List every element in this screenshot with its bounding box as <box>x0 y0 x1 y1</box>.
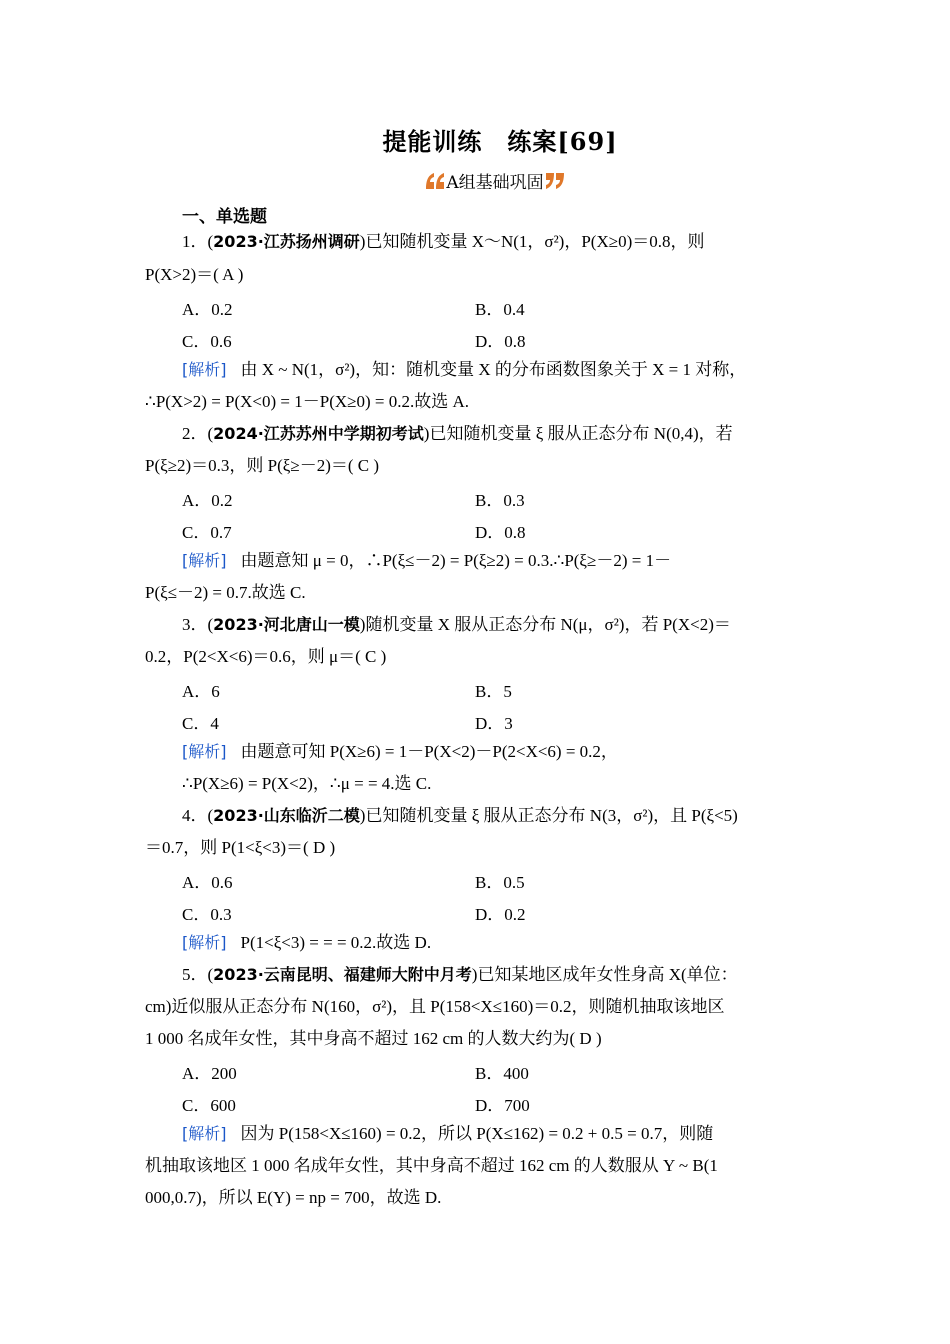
answer-2-line-1: [解析] 由题意知 μ = 0，∴P(ξ≤－2) = P(ξ≥2) = 0.3.∴P(ξ≥－2) = 1－ <box>182 551 672 570</box>
analysis-label: [解析] <box>182 551 227 570</box>
question-3-line-1: 3．(2023·河北唐山一模)随机变量 X 服从正态分布 N(μ，σ²)，若 P(X<2)＝ <box>182 615 731 634</box>
option-a: A．0.2 <box>182 300 233 319</box>
option-d: D．0.8 <box>475 523 526 542</box>
answer-3-line-1: [解析] 由题意可知 P(X≥6) = 1－P(X<2)－P(2<X<6) = 0.2， <box>182 742 618 761</box>
answer-5-line-1: [解析] 因为 P(158<X≤160) = 0.2，所以 P(X≤162) = 0.2 + 0.5 = 0.7，则随 <box>182 1124 714 1143</box>
option-c: C．0.7 <box>182 523 232 542</box>
answer-5-line-3: 000,0.7)，所以 E(Y) = np = 700，故选 D. <box>145 1188 442 1207</box>
option-d: D．0.8 <box>475 332 526 351</box>
answer-2-line-2: P(ξ≤－2) = 0.7.故选 C. <box>145 583 306 602</box>
analysis-label: [解析] <box>182 1124 227 1143</box>
answer-3-line-2: ∴P(X≥6) = P(X<2)，∴μ = = 4.选 C. <box>182 774 432 793</box>
right-quote-icon <box>544 171 566 196</box>
question-source: 2023·云南昆明、福建师大附中月考 <box>213 965 472 984</box>
option-d: D．0.2 <box>475 905 526 924</box>
answer-5-line-2: 机抽取该地区 1 000 名成年女性，其中身高不超过 162 cm 的人数服从 Y ~ B(1 <box>145 1156 718 1175</box>
question-source: 2023·江苏扬州调研 <box>213 232 360 251</box>
option-a: A．6 <box>182 682 220 701</box>
question-4-line-1: 4．(2023·山东临沂二模)已知随机变量 ξ 服从正态分布 N(3，σ²)，且 P(ξ<5) <box>182 806 738 825</box>
question-2-line-1: 2．(2024·江苏苏州中学期初考试)已知随机变量 ξ 服从正态分布 N(0,4)，若 <box>182 424 733 443</box>
answer-1-line-1: [解析] 由 X ~ N(1，σ²)，知：随机变量 X 的分布函数图象关于 X = 1 对称， <box>182 360 747 379</box>
answer-1-line-2: ∴P(X>2) = P(X<0) = 1－P(X≥0) = 0.2.故选 A. <box>145 392 470 411</box>
option-d: D．3 <box>475 714 513 733</box>
question-source: 2024·江苏苏州中学期初考试 <box>213 424 424 443</box>
section-heading: 一、单选题 <box>182 207 267 227</box>
option-b: B．0.5 <box>475 873 525 892</box>
option-b: B．0.3 <box>475 491 525 510</box>
option-c: C．600 <box>182 1096 236 1115</box>
option-c: C．0.6 <box>182 332 232 351</box>
option-a: A．0.6 <box>182 873 233 892</box>
question-2-line-2: P(ξ≥2)＝0.3，则 P(ξ≥－2)＝( C ) <box>145 456 380 475</box>
analysis-label: [解析] <box>182 360 227 379</box>
group-heading <box>0 168 950 196</box>
question-source: 2023·山东临沂二模 <box>213 806 360 825</box>
question-5-line-2: cm)近似服从正态分布 N(160，σ²)，且 P(158<X≤160)＝0.2，则随机抽取该地区 <box>145 997 725 1016</box>
option-b: B．5 <box>475 682 512 701</box>
option-d: D．700 <box>475 1096 530 1115</box>
question-1-line-1: 1．(2023·江苏扬州调研)已知随机变量 X～N(1，σ²)，P(X≥0)＝0.8，则 <box>182 232 705 251</box>
option-b: B．400 <box>475 1064 529 1083</box>
question-1-line-2: P(X>2)＝( A ) <box>145 265 244 284</box>
option-a: A．200 <box>182 1064 237 1083</box>
analysis-label: [解析] <box>182 742 227 761</box>
left-quote-icon <box>424 171 446 196</box>
question-3-line-2: 0.2，P(2<X<6)＝0.6，则 μ＝( C ) <box>145 647 387 666</box>
option-b: B．0.4 <box>475 300 525 319</box>
option-c: C．0.3 <box>182 905 232 924</box>
question-source: 2023·河北唐山一模 <box>213 615 360 634</box>
page-title: 提能训练 练案[69] <box>382 127 618 156</box>
analysis-label: [解析] <box>182 933 227 952</box>
answer-4-line-1: [解析] P(1<ξ<3) = = = 0.2.故选 D. <box>182 933 432 952</box>
option-c: C．4 <box>182 714 219 733</box>
question-4-line-2: ＝0.7，则 P(1<ξ<3)＝( D ) <box>145 838 336 857</box>
option-a: A．0.2 <box>182 491 233 510</box>
question-5-line-1: 5．(2023·云南昆明、福建师大附中月考)已知某地区成年女性身高 X(单位： <box>182 965 738 984</box>
question-5-line-3: 1 000 名成年女性，其中身高不超过 162 cm 的人数大约为( D ) <box>145 1029 602 1048</box>
group-label: A组基础巩固 <box>446 173 544 193</box>
